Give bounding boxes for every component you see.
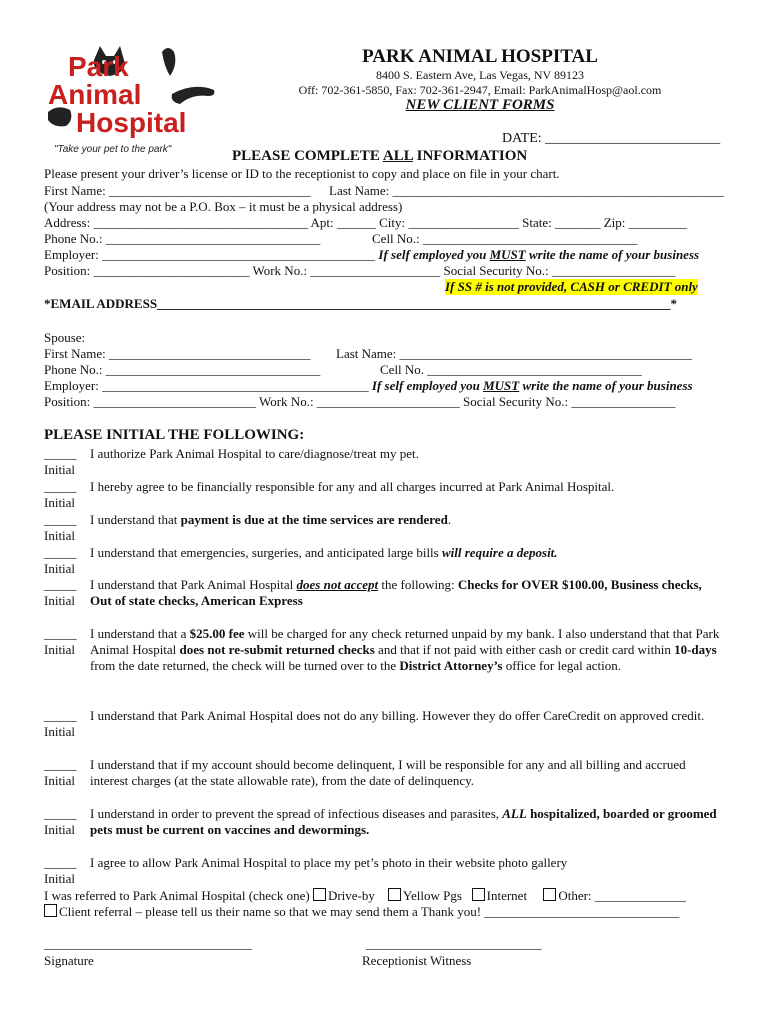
logo-word-animal: Animal (48, 79, 142, 110)
signature-line[interactable]: ________________________________ (44, 936, 252, 951)
other-label: Other: ______________ (558, 888, 686, 903)
referral-text: I was referred to Park Animal Hospital (check one) (44, 888, 310, 903)
initial-text-1: I authorize Park Animal Hospital to care/diagnose/treat my pet. (90, 446, 419, 461)
initial-blank-8[interactable] (44, 757, 77, 789)
heading-part: INFORMATION (412, 148, 528, 164)
fee-amount: $25.00 fee (189, 626, 245, 641)
initial-label: Initial (44, 462, 76, 477)
initial-text-10: I agree to allow Park Animal Hospital to place my pet’s photo in their website photo gallery (90, 855, 568, 870)
text-part: from the date returned, the check will be turned over to the (90, 658, 400, 673)
initial-label: Initial (44, 495, 76, 510)
license-instruction: Please present your driver’s license or ID to the receptionist to copy and place on file in your chart. (44, 166, 560, 181)
park-animal-hospital-logo (44, 42, 224, 157)
note-part: If self employed you (368, 378, 484, 393)
initial-label: Initial (44, 642, 76, 657)
initial-label: Initial (44, 593, 76, 608)
spouse-first-name-field[interactable]: First Name: _______________________________ (44, 346, 311, 361)
payment-due: payment is due at the time services are rendered (180, 512, 448, 527)
ss-warning: If SS # is not provided, CASH or CREDIT only (445, 279, 698, 294)
text-part: the following: (378, 577, 458, 592)
vaccine-requirement: hospitalized, boarded or groomed pets must be current on vaccines and dewormings. (90, 806, 717, 837)
initial-blank-10[interactable] (44, 855, 77, 887)
spouse-label: Spouse: (44, 330, 86, 345)
position-field[interactable]: Position: ________________________ Work No.: ____________________ Social Security No.: ___________________ (44, 263, 676, 278)
email-field[interactable]: *EMAIL ADDRESS_______________________________________________________________________________* (44, 296, 678, 311)
ten-days: 10-days (674, 642, 717, 657)
hospital-name: PARK ANIMAL HOSPITAL (362, 46, 598, 67)
initial-text-6 (90, 626, 722, 674)
district-attorney: District Attorney’s (399, 658, 503, 673)
note-must: MUST (483, 378, 520, 393)
checkbox-yellow-pages[interactable] (388, 888, 401, 901)
phone-field[interactable]: Phone No.: _________________________________ (44, 231, 321, 246)
initial-line: _____ (44, 512, 77, 527)
checkbox-other[interactable] (543, 888, 556, 901)
does-not-accept: does not accept (296, 577, 379, 592)
text-part: I understand that (90, 512, 181, 527)
initial-blank-3[interactable] (44, 512, 77, 544)
note-must: MUST (489, 247, 526, 262)
initial-line: _____ (44, 626, 77, 641)
initial-text-3 (90, 512, 722, 528)
initial-blank-9[interactable] (44, 806, 77, 838)
initial-line: _____ (44, 855, 77, 870)
spouse-employer-field[interactable] (44, 378, 693, 394)
initial-line: _____ (44, 708, 77, 723)
initial-line: _____ (44, 757, 77, 772)
initial-label: Initial (44, 561, 76, 576)
employer-line: Employer: __________________________________________ (44, 247, 376, 262)
initial-line: _____ (44, 806, 77, 821)
checkbox-internet[interactable] (472, 888, 485, 901)
initial-blank-1[interactable] (44, 446, 77, 478)
spouse-last-name-field[interactable]: Last Name: _____________________________________________ (336, 346, 693, 361)
initial-label: Initial (44, 773, 76, 788)
initial-line: _____ (44, 545, 77, 560)
spouse-phone-field[interactable]: Phone No.: _________________________________ (44, 362, 321, 377)
spouse-self-employed-note (369, 378, 693, 393)
cell-field[interactable]: Cell No.: _________________________________ (372, 231, 638, 246)
spouse-employer-line: Employer: _________________________________________ (44, 378, 369, 393)
initial-text-9 (90, 806, 722, 838)
initial-blank-2[interactable] (44, 479, 77, 511)
hospital-contact: Off: 702-361-5850, Fax: 702-361-2947, Email: ParkAnimalHosp@aol.com (298, 83, 662, 97)
text-part: and that if not paid with either cash or credit card within (374, 642, 675, 657)
initial-text-8: I understand that if my account should become delinquent, I will be responsible for any and all billing and accrued interest charges (at the state allowable rate), from the date of delinquency. (90, 757, 686, 788)
hospital-address: 8400 S. Eastern Ave, Las Vegas, NV 89123 (376, 68, 584, 82)
logo-word-park: Park (68, 51, 129, 82)
initial-text-2: I hereby agree to be financially responsible for any and all charges incurred at Park Animal Hospital. (90, 479, 615, 494)
initial-label: Initial (44, 871, 76, 886)
logo-word-hospital: Hospital (76, 107, 187, 138)
witness-line[interactable]: ___________________________ (366, 936, 542, 951)
initial-line: _____ (44, 479, 77, 494)
initial-heading: PLEASE INITIAL THE FOLLOWING: (44, 427, 305, 443)
logo-tagline: "Take your pet to the park" (54, 144, 172, 155)
note-part: write the name of your business (525, 247, 700, 262)
spouse-cell-field[interactable]: Cell No. _________________________________ (380, 362, 642, 377)
initial-label: Initial (44, 822, 76, 837)
unaccepted-checks: Checks for OVER $100.00, Business checks, Out of state checks, American Express (90, 577, 702, 608)
spouse-position-field[interactable]: Position: _________________________ Work No.: ______________________ Social Security No.: ________________ (44, 394, 676, 409)
complete-info-heading (232, 148, 527, 165)
heading-all: ALL (382, 148, 413, 164)
drive-by-label: Drive-by (327, 888, 375, 903)
signature-label: Signature (44, 953, 94, 968)
initial-label: Initial (44, 528, 76, 543)
self-employed-note (375, 247, 699, 262)
last-name-field[interactable]: Last Name: ___________________________________________________ (329, 183, 725, 198)
heading-part: PLEASE COMPLETE (232, 148, 383, 164)
initial-line: _____ (44, 577, 77, 592)
first-name-field[interactable]: First Name: _______________________________ (44, 183, 311, 198)
checkbox-client-referral[interactable] (44, 904, 57, 917)
initial-line: _____ (44, 446, 77, 461)
initial-text-5 (90, 577, 722, 609)
initial-blank-6[interactable] (44, 626, 77, 658)
text-part: office for legal action. (502, 658, 621, 673)
date-field[interactable]: DATE: _________________________ (502, 131, 721, 146)
initial-text-7: I understand that Park Animal Hospital does not do any billing. However they do offer CareCredit on approved credit. (90, 708, 705, 723)
client-referral-row (44, 904, 679, 920)
referral-row (44, 888, 686, 904)
logo-graphic (44, 42, 224, 157)
all-emphasis: ALL (502, 806, 527, 821)
text-part: . (447, 512, 452, 527)
address-field[interactable]: Address: _________________________________ Apt: ______ City: _________________ State: _______ Zip: _________ (44, 215, 688, 230)
initial-blank-4[interactable] (44, 545, 77, 577)
address-note: (Your address may not be a P.O. Box – it must be a physical address) (44, 199, 403, 214)
no-resubmit: does not re-submit returned checks (179, 642, 375, 657)
deposit-note: will require a deposit. (441, 545, 558, 560)
text-part: I understand that a (90, 626, 190, 641)
initial-blank-5[interactable] (44, 577, 77, 609)
note-part: If self employed you (375, 247, 490, 262)
text-part: I understand in order to prevent the spread of infectious diseases and parasites, (90, 806, 503, 821)
initial-blank-7[interactable] (44, 708, 77, 740)
text-part: I understand that emergencies, surgeries, and anticipated large bills (90, 545, 442, 560)
client-referral-label: Client referral – please tell us their name so that we may send them a Thank you! ______________________________ (59, 904, 680, 919)
text-part: will be charged for any check returned unpaid by my bank. I also understand that that Park Animal Hospital (90, 626, 720, 657)
initial-text-4 (90, 545, 722, 561)
note-part: write the name of your business (519, 378, 693, 393)
witness-label: Receptionist Witness (362, 953, 472, 968)
initial-label: Initial (44, 724, 76, 739)
internet-label: Internet (486, 888, 528, 903)
yellow-pages-label: Yellow Pgs (402, 888, 462, 903)
employer-field[interactable] (44, 247, 699, 263)
forms-title: NEW CLIENT FORMS (405, 97, 555, 113)
text-part: I understand that Park Animal Hospital (90, 577, 297, 592)
checkbox-drive-by[interactable] (313, 888, 326, 901)
